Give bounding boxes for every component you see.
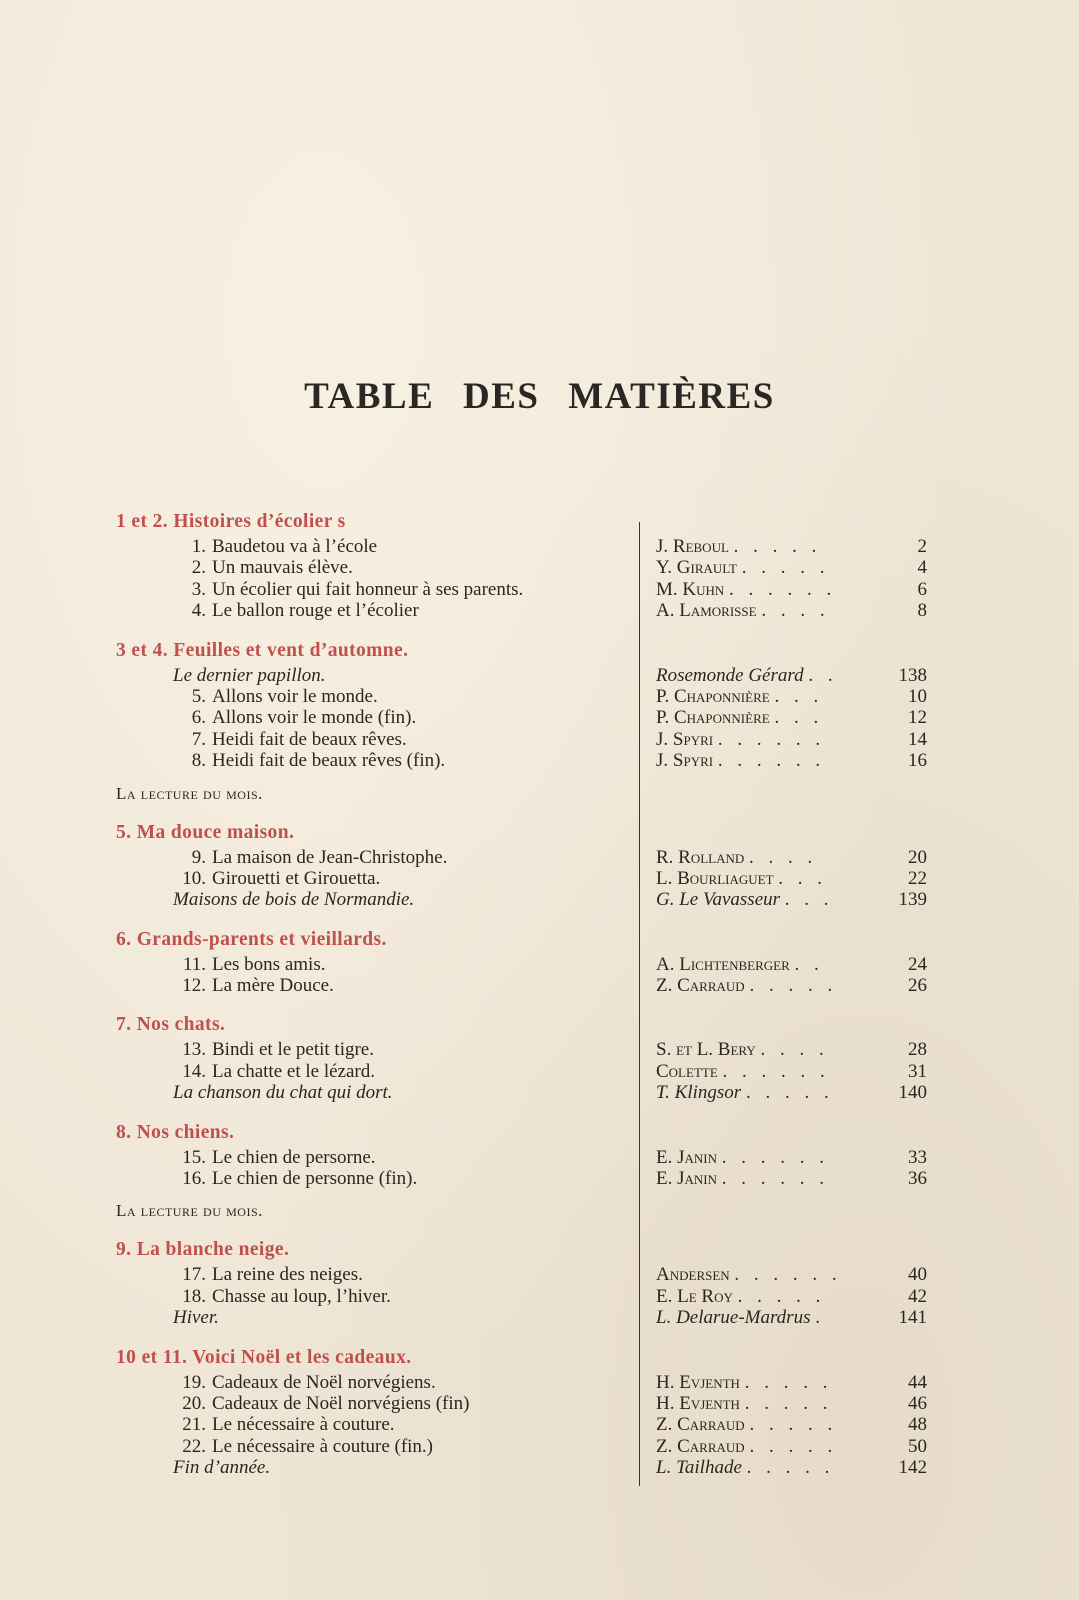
- entry-title: Chasse au loup, l’hiver.: [212, 1285, 391, 1307]
- entry-number: 13.: [182, 1039, 206, 1061]
- leader-dots: . . .: [778, 867, 828, 889]
- entry-author: [656, 600, 888, 621]
- entry-author: [656, 729, 888, 750]
- entry-number: 16.: [182, 1168, 206, 1190]
- author-name: E. Janin: [656, 1168, 717, 1190]
- entry-number: 18.: [182, 1285, 206, 1307]
- page-number: 140: [898, 1082, 927, 1104]
- entry-author: [656, 1393, 888, 1414]
- entry-title: Hiver.: [173, 1307, 219, 1329]
- leader-dots: . . . . . .: [729, 578, 837, 600]
- entry-title: Le dernier papillon.: [173, 664, 326, 686]
- entry-title: La maison de Jean-Christophe.: [212, 846, 448, 868]
- lecture-du-mois: La lecture du mois.: [116, 783, 263, 803]
- entry-title: Baudetou va à l’école: [212, 536, 378, 557]
- toc-section: [116, 926, 956, 997]
- entry-number: 5.: [191, 685, 206, 707]
- toc-entry: [116, 1436, 956, 1457]
- entry-number: 17.: [182, 1264, 206, 1286]
- author-name: Z. Carraud: [656, 1435, 745, 1457]
- entry-title: Un écolier qui fait honneur à ses parents.: [212, 578, 524, 600]
- leader-dots: . . . .: [749, 846, 818, 868]
- page-number: 50: [908, 1435, 927, 1457]
- entry-author: [656, 536, 888, 557]
- entry-number: 14.: [182, 1060, 206, 1082]
- page-number: 22: [908, 867, 927, 889]
- page-number: 16: [908, 750, 927, 772]
- page-number: 42: [908, 1285, 927, 1307]
- leader-dots: . . . . .: [749, 1414, 838, 1436]
- entry-title: Girouetti et Girouetta.: [212, 867, 381, 889]
- toc-entry: [116, 868, 956, 889]
- entry-title: Cadeaux de Noël norvégiens.: [212, 1371, 436, 1393]
- lecture-du-mois: La lecture du mois.: [116, 1201, 263, 1221]
- author-name: Rosemonde Gérard: [656, 664, 804, 686]
- entry-author: [656, 1457, 888, 1478]
- entry-number: 3.: [191, 578, 206, 600]
- leader-dots: . . . . .: [737, 1285, 826, 1307]
- toc-section: [116, 819, 956, 911]
- page-number: 48: [908, 1414, 927, 1436]
- toc-section: [116, 637, 956, 772]
- page-number: 139: [898, 889, 927, 911]
- author-name: G. Le Vavasseur: [656, 889, 781, 911]
- entry-author: [656, 1414, 888, 1435]
- entry-number: 22.: [182, 1435, 206, 1457]
- entry-author: [656, 665, 888, 686]
- page-number: 36: [908, 1168, 927, 1190]
- author-name: E. Le Roy: [656, 1285, 733, 1307]
- entry-title: Fin d’année.: [173, 1457, 271, 1479]
- entry-title: Un mauvais élève.: [212, 557, 353, 579]
- page-number: 141: [898, 1307, 927, 1329]
- toc-entry: [116, 1168, 956, 1189]
- leader-dots: . . . . .: [744, 1392, 833, 1414]
- leader-dots: . . .: [774, 685, 824, 707]
- entry-number: 1.: [191, 536, 206, 557]
- leader-dots: . . . .: [761, 600, 830, 622]
- entry-author: [656, 975, 888, 996]
- entry-author: [656, 1082, 888, 1103]
- entry-title: Le chien de persorne.: [212, 1146, 376, 1168]
- toc-entry: [116, 579, 956, 600]
- entry-author: [656, 1372, 888, 1393]
- page-number: 46: [908, 1392, 927, 1414]
- author-name: A. Lamorisse: [656, 600, 757, 622]
- entry-author: [656, 1061, 888, 1082]
- entry-author: [656, 1436, 888, 1457]
- page-number: 20: [908, 846, 927, 868]
- page-number: 28: [908, 1039, 927, 1061]
- entry-author: [656, 1168, 888, 1189]
- entry-title: Le nécessaire à couture (fin.): [212, 1435, 434, 1457]
- page-number: 12: [908, 707, 927, 729]
- author-name: Z. Carraud: [656, 975, 745, 997]
- leader-dots: . . . . . .: [721, 1146, 829, 1168]
- entry-number: 12.: [182, 975, 206, 997]
- toc-entry: [116, 889, 956, 910]
- leader-dots: .: [815, 1307, 825, 1329]
- table-of-contents: [116, 508, 956, 1494]
- entry-title: La mère Douce.: [212, 975, 334, 997]
- entry-author: [656, 954, 888, 975]
- author-name: L. Delarue-Mardrus: [656, 1307, 811, 1329]
- toc-entry: [116, 686, 956, 707]
- toc-section: [116, 1011, 956, 1103]
- page-number: 8: [917, 600, 927, 622]
- author-name: H. Evjenth: [656, 1392, 740, 1414]
- entry-title: Cadeaux de Noël norvégiens (fin): [212, 1392, 470, 1414]
- leader-dots: . . . . . .: [721, 1168, 829, 1190]
- author-name: P. Chaponnière: [656, 685, 770, 707]
- section-title: 10 et 11. Voici Noël et les cadeaux.: [116, 1346, 412, 1368]
- entry-author: [656, 868, 888, 889]
- entry-title: Heidi fait de beaux rêves.: [212, 728, 407, 750]
- section-title: 5. Ma douce maison.: [116, 821, 295, 843]
- page-number: 6: [917, 578, 927, 600]
- entry-author: [656, 579, 888, 600]
- page-number: 4: [917, 557, 927, 579]
- entry-author: [656, 1147, 888, 1168]
- page-number: 44: [908, 1371, 927, 1393]
- page-number: 40: [908, 1264, 927, 1286]
- page-number: 31: [908, 1060, 927, 1082]
- toc-entry: [116, 557, 956, 578]
- author-name: J. Reboul: [656, 536, 729, 557]
- entry-title: Le chien de personne (fin).: [212, 1168, 418, 1190]
- toc-entry: [116, 665, 956, 686]
- toc-section: [116, 1119, 956, 1190]
- author-name: L. Tailhade: [656, 1457, 742, 1479]
- leader-dots: . . . . .: [749, 1435, 838, 1457]
- toc-entry: [116, 750, 956, 771]
- author-name: L. Bourliaguet: [656, 867, 774, 889]
- toc-entry: [116, 1457, 956, 1478]
- toc-entry: [116, 1061, 956, 1082]
- author-name: H. Evjenth: [656, 1371, 740, 1393]
- entry-title: Le nécessaire à couture.: [212, 1414, 395, 1436]
- leader-dots: . . . . .: [741, 557, 830, 579]
- entry-number: 20.: [182, 1392, 206, 1414]
- leader-dots: . . .: [784, 889, 834, 911]
- entry-title: La chanson du chat qui dort.: [173, 1082, 393, 1104]
- leader-dots: . . . . . .: [734, 1264, 842, 1286]
- entry-author: [656, 557, 888, 578]
- author-name: R. Rolland: [656, 846, 745, 868]
- author-name: P. Chaponnière: [656, 707, 770, 729]
- entry-number: 19.: [182, 1371, 206, 1393]
- author-name: J. Spyri: [656, 728, 714, 750]
- author-name: J. Spyri: [656, 750, 714, 772]
- page-number: 10: [908, 685, 927, 707]
- toc-entry: [116, 1039, 956, 1060]
- entry-author: [656, 686, 888, 707]
- page-title: TABLE DES MATIÈRES: [304, 376, 775, 417]
- page-number: 138: [898, 664, 927, 686]
- leader-dots: . . . . .: [746, 1457, 835, 1479]
- leader-dots: . . . . .: [749, 975, 838, 997]
- leader-dots: . . . . . .: [717, 750, 826, 772]
- entry-number: 2.: [191, 557, 206, 579]
- toc-entry: [116, 1264, 956, 1285]
- author-name: Y. Girault: [656, 557, 737, 579]
- entry-title: Maisons de bois de Normandie.: [173, 889, 415, 911]
- leader-dots: . . . . . .: [722, 1060, 830, 1082]
- toc-entry: [116, 1393, 956, 1414]
- leader-dots: . . . . .: [744, 1371, 833, 1393]
- entry-author: [656, 847, 888, 868]
- author-name: S. et L. Bery: [656, 1039, 756, 1061]
- toc-entry: [116, 1372, 956, 1393]
- page-number: 2: [917, 536, 927, 557]
- section-title: 3 et 4. Feuilles et vent d’automne.: [116, 639, 409, 661]
- toc-entry: [116, 729, 956, 750]
- toc-entry: [116, 1082, 956, 1103]
- leader-dots: . . . . .: [745, 1082, 834, 1104]
- entry-author: [656, 1286, 888, 1307]
- author-name: Colette: [656, 1060, 718, 1082]
- entry-title: Bindi et le petit tigre.: [212, 1039, 374, 1061]
- author-name: A. Lichtenberger: [656, 953, 790, 975]
- section-title: 6. Grands-parents et vieillards.: [116, 928, 387, 950]
- author-name: M. Kuhn: [656, 578, 725, 600]
- entry-number: 21.: [182, 1414, 206, 1436]
- author-name: E. Janin: [656, 1146, 717, 1168]
- entry-author: [656, 707, 888, 728]
- author-name: Andersen: [656, 1264, 730, 1286]
- leader-dots: . .: [794, 953, 824, 975]
- page-number: 24: [908, 953, 927, 975]
- entry-title: Heidi fait de beaux rêves (fin).: [212, 750, 446, 772]
- entry-number: 8.: [191, 750, 206, 772]
- toc-entry: [116, 1147, 956, 1168]
- entry-author: [656, 889, 888, 910]
- toc-entry: [116, 1307, 956, 1328]
- entry-number: 11.: [182, 953, 206, 975]
- entry-title: Le ballon rouge et l’écolier: [212, 600, 419, 622]
- entry-title: La reine des neiges.: [212, 1264, 363, 1286]
- toc-section: [116, 508, 956, 622]
- entry-title: Les bons amis.: [212, 953, 326, 975]
- leader-dots: . . . . . .: [717, 728, 826, 750]
- page-number: 33: [908, 1146, 927, 1168]
- page-number: 26: [908, 975, 927, 997]
- section-title: 1 et 2. Histoires d’écolier s: [116, 511, 346, 532]
- toc-entry: [116, 847, 956, 868]
- leader-dots: . . .: [774, 707, 824, 729]
- section-title: 9. La blanche neige.: [116, 1239, 290, 1261]
- toc-entry: [116, 536, 956, 557]
- leader-dots: . . . .: [760, 1039, 829, 1061]
- entry-author: [656, 1039, 888, 1060]
- entry-author: [656, 1264, 888, 1285]
- entry-author: [656, 1307, 888, 1328]
- entry-title: Allons voir le monde.: [212, 685, 378, 707]
- entry-number: 15.: [182, 1146, 206, 1168]
- toc-entry: [116, 1286, 956, 1307]
- entry-author: [656, 750, 888, 771]
- entry-title: Allons voir le monde (fin).: [212, 707, 417, 729]
- page-number: 14: [908, 728, 927, 750]
- toc-entry: [116, 1414, 956, 1435]
- leader-dots: . .: [808, 664, 838, 686]
- toc-entry: [116, 600, 956, 621]
- entry-number: 6.: [191, 707, 206, 729]
- entry-title: La chatte et le lézard.: [212, 1060, 375, 1082]
- entry-number: 9.: [191, 846, 206, 868]
- toc-section: [116, 1236, 956, 1328]
- toc-section: [116, 1344, 956, 1479]
- author-name: Z. Carraud: [656, 1414, 745, 1436]
- leader-dots: . . . . .: [733, 536, 822, 557]
- section-title: 7. Nos chats.: [116, 1014, 226, 1036]
- section-title: 8. Nos chiens.: [116, 1121, 235, 1143]
- toc-entry: [116, 954, 956, 975]
- page-number: 142: [898, 1457, 927, 1479]
- author-name: T. Klingsor: [656, 1082, 742, 1104]
- toc-entry: [116, 975, 956, 996]
- entry-number: 4.: [191, 600, 206, 622]
- entry-number: 10.: [182, 867, 206, 889]
- toc-entry: [116, 707, 956, 728]
- entry-number: 7.: [191, 728, 206, 750]
